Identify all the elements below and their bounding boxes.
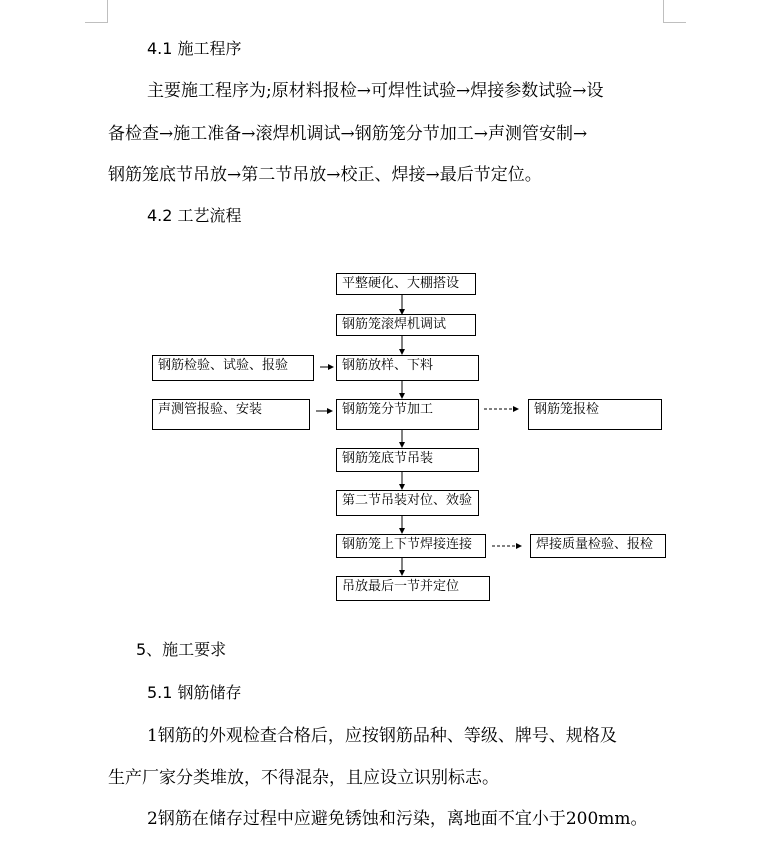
flow-step-box: 平整硬化、大棚搭设: [336, 273, 476, 295]
paragraph-line: 主要施工程序为;原材料报检→可焊性试验→焊接参数试验→设: [147, 81, 604, 101]
flow-step-box: 钢筋笼滚焊机调试: [336, 314, 476, 336]
heading-5: 5、施工要求: [136, 640, 227, 659]
paragraph-line: 钢筋笼底节吊放→第二节吊放→校正、焊接→最后节定位。: [108, 165, 542, 185]
paragraph-line: 生产厂家分类堆放，不得混杂，且应设立识别标志。: [108, 768, 499, 788]
flow-step-box: 钢筋放样、下料: [336, 355, 479, 381]
flow-input-box: 钢筋检验、试验、报验: [152, 355, 314, 381]
flow-step-box: 钢筋笼分节加工: [336, 399, 479, 430]
flow-step-box: 钢筋笼底节吊装: [336, 448, 479, 472]
flow-input-box: 声测管报验、安装: [152, 399, 310, 430]
paragraph-line: 备检查→施工准备→滚焊机调试→钢筋笼分节加工→声测管安制→: [108, 124, 588, 144]
paragraph-line: 1钢筋的外观检查合格后，应按钢筋品种、等级、牌号、规格及: [147, 726, 617, 746]
paragraph-line: 2钢筋在储存过程中应避免锈蚀和污染，离地面不宜小于200mm。: [147, 809, 648, 829]
flow-step-box: 钢筋笼上下节焊接连接: [336, 534, 486, 558]
heading-5-1: 5.1 钢筋储存: [147, 683, 242, 702]
heading-4-2: 4.2 工艺流程: [147, 206, 242, 225]
flow-output-box: 钢筋笼报检: [528, 399, 662, 430]
heading-4-1: 4.1 施工程序: [147, 39, 242, 58]
flow-step-box: 第二节吊装对位、效验: [336, 490, 479, 516]
flow-output-box: 焊接质量检验、报检: [530, 534, 666, 558]
flow-step-box: 吊放最后一节并定位: [336, 576, 490, 601]
